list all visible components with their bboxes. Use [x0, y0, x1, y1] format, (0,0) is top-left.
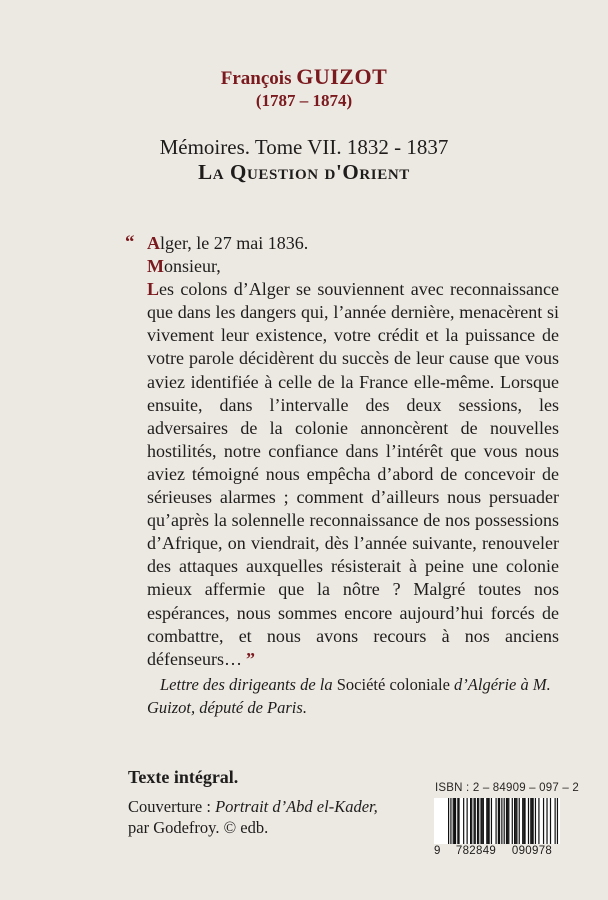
author-first-name: François [220, 68, 292, 89]
integral-text-note: Texte intégral. [128, 767, 239, 787]
letter-body [147, 278, 559, 671]
barcode-bar [458, 798, 459, 844]
barcode-bar [495, 798, 496, 844]
barcode-group-1: 782849 [455, 845, 497, 857]
barcode-bar [453, 798, 454, 844]
barcode-bar [535, 798, 536, 844]
barcode-bar [550, 798, 551, 844]
letter-salutation [147, 255, 559, 278]
author-dates: (1787 – 1874) [255, 91, 353, 110]
barcode-bar [473, 798, 474, 844]
barcode-bar [555, 798, 556, 844]
cover-credit [128, 796, 378, 838]
attribution-part-c: d’Algérie à M. Guizot, député de Paris. [147, 674, 551, 717]
body-text: es colons d’Alger se souviennent avec reconnaissance que dans les dangers qui, l’année dernière, menacèrent si vivement leur existence, votre crédit et la puissance de votre parole décidèrent du succès de leur cause que vous aviez identifiée à celle de la France elle-même. Lorsque ensuite, dans l’intervalle des deux sessions, les adversaires de la colonie annoncèrent de nouvelles hostilités, notre confiance dans l’intérêt que vous nous aviez témoigné nous empêcha d’abord de concevoir de sérieuses alarmes ; comment d’ailleurs nous persuader qu’après la solennelle reconnaissance de nos possessions d’Afrique, on viendrait, dès l’année suivante, renouveler des attaques auxquelles résisterait à peine une colonie mieux affermie que la nôtre ? Malgré toutes nos espérances, nous sommes encore aujourd’hui forcés de combattre, et nous avons recours à nos anciens défenseurs… [147, 279, 559, 669]
barcode-bar [467, 798, 468, 844]
barcode-bar [538, 798, 539, 844]
barcode-bar [506, 798, 507, 844]
barcode-bar [507, 798, 508, 844]
work-subtitle: La Question d'Orient [198, 160, 410, 184]
barcode-group-2: 090978 [511, 845, 553, 857]
barcode-bar [478, 798, 479, 844]
barcode-bar [457, 798, 458, 844]
barcode-bar [519, 798, 520, 844]
barcode-bar [516, 798, 517, 844]
work-title: Mémoires. Tome VII. 1832 - 1837 [159, 135, 449, 159]
cover-header [0, 66, 608, 184]
opening-quote-mark: “ [125, 232, 134, 253]
barcode-bar [498, 798, 499, 844]
cover-title: Portrait d’Abd el-Kader, [215, 797, 378, 816]
date-text: lger, le 27 mai 1836. [160, 233, 309, 253]
barcode-bar [499, 798, 500, 844]
barcode-bar [454, 798, 455, 844]
barcode-bar [487, 798, 488, 844]
barcode-bar [463, 798, 464, 844]
barcode-bar [455, 798, 456, 844]
salutation-text: onsieur, [164, 256, 221, 277]
barcode-bar [475, 798, 476, 844]
barcode-bar [512, 798, 513, 844]
barcode-bar [515, 798, 516, 844]
letter-attribution [147, 673, 559, 719]
attribution-part-a: Lettre des dirigeants de la [160, 674, 333, 694]
isbn-barcode [434, 798, 560, 862]
barcode-bar [501, 798, 502, 844]
barcode-bar [508, 798, 509, 844]
barcode-bar [483, 798, 484, 844]
barcode-bar [531, 798, 532, 844]
barcode-bar [546, 798, 547, 844]
cover-credit-line-2: par Godefroy. © edb. [128, 818, 269, 837]
letter-excerpt [147, 232, 559, 719]
barcode-bar [522, 798, 523, 844]
barcode-bar [543, 798, 544, 844]
barcode-bar [470, 798, 471, 844]
letter-date [147, 232, 559, 255]
author-last-name: GUIZOT [296, 64, 388, 89]
barcode-bar [504, 798, 505, 844]
barcode-bar [524, 798, 525, 844]
date-initial: A [147, 233, 160, 253]
barcode-bar [489, 798, 490, 844]
barcode-bar [523, 798, 524, 844]
isbn-number: ISBN : 2 – 84909 – 097 – 2 [435, 782, 579, 794]
barcode-bar [557, 798, 558, 844]
barcode-bar [528, 798, 529, 844]
barcode-bar [448, 798, 449, 844]
barcode-bar [486, 798, 487, 844]
barcode-bar [530, 798, 531, 844]
barcode-bars [434, 798, 560, 844]
author-name [0, 66, 608, 90]
attribution-part-b: Société coloniale [336, 674, 450, 694]
body-initial: L [147, 279, 160, 300]
barcode-bar [482, 798, 483, 844]
barcode-bar [471, 798, 472, 844]
closing-quote-mark: ” [245, 648, 254, 669]
barcode-bar [491, 798, 492, 844]
barcode-bar [514, 798, 515, 844]
barcode-first-digit: 9 [434, 845, 441, 857]
barcode-bar [450, 798, 451, 844]
cover-credit-line-1 [128, 796, 378, 817]
barcode-bar [533, 798, 534, 844]
salutation-initial: M [147, 256, 164, 277]
barcode-bar [477, 798, 478, 844]
cover-label: Couverture : [128, 797, 211, 816]
barcode-bar [480, 798, 481, 844]
barcode-digits [434, 844, 560, 858]
